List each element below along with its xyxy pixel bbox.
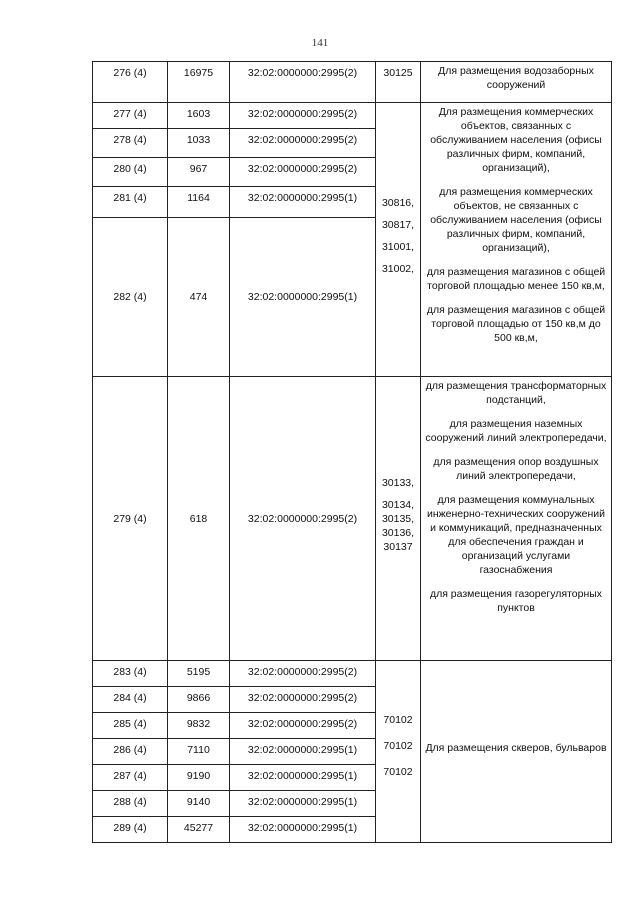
plot-id: 285 (4) [113,718,147,730]
usage-codes-group-a [376,196,420,276]
cadastral-number: 32:02:0000000:2995(1) [247,822,358,834]
page-number: 141 [311,37,329,49]
plot-id: 283 (4) [113,666,147,678]
cadastral-number: 32:02:0000000:2995(1) [247,744,358,756]
usage-code: 30817, [381,218,415,231]
plot-area: 967 [189,163,208,175]
plot-area: 1033 [186,134,211,146]
usage-description: Для размещения скверов, бульваров [425,741,607,754]
usage-description: Для размещения водозаборных сооружений [438,65,594,91]
table-row [93,103,612,129]
plot-id: 276 (4) [113,67,147,79]
plot-id: 289 (4) [113,822,147,834]
plot-area: 16975 [183,67,214,79]
usage-description: для размещения газорегуляторных пунктов [429,588,603,614]
plot-area: 5195 [186,666,211,678]
usage-description: для размещения магазинов с общей торговой площадью менее 150 кв,м, [426,266,606,292]
usage-code: 70102 [383,739,413,752]
usage-code: 30134, 30135, 30136, 30137 [381,498,415,553]
usage-code: 30125 [383,67,413,79]
plot-id: 288 (4) [113,796,147,808]
plot-id: 287 (4) [113,770,147,782]
plot-id: 280 (4) [113,163,147,175]
usage-code: 31002, [381,262,415,275]
usage-descriptions-group-a [421,103,611,345]
plot-area: 9140 [186,796,211,808]
cadastral-number: 32:02:0000000:2995(2) [247,134,358,146]
plot-area: 7110 [187,744,210,756]
plot-id: 278 (4) [113,134,147,146]
usage-code: 30816, [381,196,415,209]
cadastral-number: 32:02:0000000:2995(2) [247,163,358,175]
land-plots-table [92,61,612,843]
plot-id: 277 (4) [113,108,147,120]
plot-id: 284 (4) [113,692,147,704]
usage-description: Для размещения коммерческих объектов, связанных с обслуживанием населения (офисы различных фирм, компаний, организаций), [430,106,602,174]
cadastral-number: 32:02:0000000:2995(2) [247,108,358,120]
usage-description: для размещения магазинов с общей торговой площадью от 150 кв,м до 500 кв,м, [426,304,606,344]
plot-area: 1603 [186,108,211,120]
cadastral-number: 32:02:0000000:2995(1) [247,291,358,303]
usage-description: для размещения коммунальных инженерно-технических сооружений и коммуникаций, предназначенных для обеспечения граждан и организаций услугами газоснабжения [426,494,606,576]
plot-area: 474 [189,291,208,303]
usage-codes-group-c [376,713,420,779]
table-row [93,377,612,661]
usage-description: для размещения опор воздушных линий электропередачи, [433,456,599,482]
cadastral-number: 32:02:0000000:2995(2) [247,692,358,704]
usage-descriptions-group-c [421,739,611,755]
plot-id: 279 (4) [113,512,147,525]
plot-area: 9832 [186,718,211,730]
cadastral-number: 32:02:0000000:2995(1) [247,770,358,782]
cadastral-number: 32:02:0000000:2995(2) [247,67,358,79]
usage-description: для размещения наземных сооружений линий электропередачи, [425,418,607,444]
cadastral-number: 32:02:0000000:2995(2) [247,718,358,730]
usage-descriptions-group-b [421,377,611,615]
usage-code: 31001, [381,240,415,253]
usage-codes-group-b [376,476,420,554]
plot-id: 281 (4) [113,192,147,204]
usage-code: 70102 [383,713,413,726]
cadastral-number: 32:02:0000000:2995(2) [247,666,358,678]
usage-code: 70102 [383,765,413,778]
cadastral-number: 32:02:0000000:2995(1) [247,796,358,808]
usage-code: 30133, [381,476,415,489]
cadastral-number: 32:02:0000000:2995(1) [247,192,358,204]
plot-area: 9866 [186,692,211,704]
table-row [93,661,612,687]
plot-id: 282 (4) [113,291,147,303]
plot-area: 618 [189,512,208,525]
plot-area: 1164 [187,192,210,204]
table-row [93,62,612,103]
plot-area: 45277 [183,822,214,834]
cadastral-number: 32:02:0000000:2995(2) [247,512,358,525]
usage-description: для размещения коммерческих объектов, не связанных с обслуживанием населения (офисы различных фирм, компаний, организаций), [430,186,602,254]
plot-area: 9190 [186,770,211,782]
plot-id: 286 (4) [113,744,147,756]
usage-description: для размещения трансформаторных подстанций, [425,380,607,406]
